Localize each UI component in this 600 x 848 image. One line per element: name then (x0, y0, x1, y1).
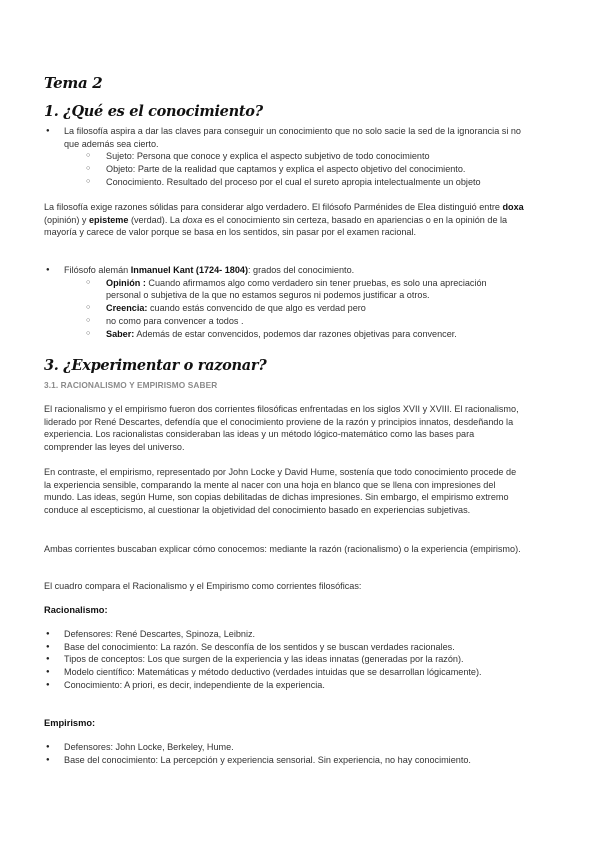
term-episteme: episteme (89, 214, 129, 225)
kant-list (44, 264, 524, 340)
sub-list-item (84, 277, 524, 302)
kant-name: Inmanuel Kant (1724- 1804) (130, 265, 248, 275)
sub-list-item (84, 302, 524, 315)
paragraph: Ambas corrientes buscaban explicar cómo conocemos: mediante la razón (racionalismo) o la experiencia (empirismo). (44, 544, 521, 554)
text: : grados del conocimiento. (248, 265, 355, 275)
term-doxa: doxa (502, 202, 524, 212)
section-1-heading: 1. ¿Qué es el conocimiento? (44, 103, 263, 120)
section-3-subheading: 3.1. RACIONALISMO Y EMPIRISMO SABER (44, 380, 218, 390)
empirismo-list (44, 741, 524, 766)
term-doxa-italic: doxa (182, 214, 203, 225)
sub-list-item: ○ Sujeto: Persona que conoce y explica el aspecto subjetivo de todo conocimiento (84, 150, 524, 163)
sub-list-item: ○ Conocimiento. Resultado del proceso por el cual el sureto apropia intelectualmente un objeto (84, 176, 524, 189)
term: Creencia: (106, 303, 148, 314)
section-1-list (44, 125, 524, 189)
paragraph: El cuadro compara el Racionalismo y el Empirismo como corrientes filosóficas: (44, 581, 362, 591)
document-title: Tema 2 (44, 74, 103, 92)
doxa-episteme-paragraph (44, 201, 524, 239)
text: no como para convencer a todos . (106, 315, 244, 326)
bullet-text: La filosofía aspira a dar las claves para conseguir un conocimiento que no solo sacie la sed de la ignorancia si no que además sea cierto. (64, 126, 521, 149)
text: (verdad). La (128, 214, 183, 225)
list-item: ● Conocimiento: A priori, es decir, independiente de la experiencia. (44, 679, 524, 692)
list-item: ● Defensores: John Locke, Berkeley, Hume. (44, 741, 524, 754)
empirismo-label: Empirismo: (44, 718, 96, 728)
racionalismo-label: Racionalismo: (44, 605, 108, 615)
section-3-heading: 3. ¿Experimentar o razonar? (44, 357, 267, 374)
text: (opinión) y (44, 214, 89, 225)
list-item: ● Modelo científico: Matemáticas y método deductivo (verdades intuidas que se desarrollan lógicamente). (44, 666, 524, 679)
term: Saber: (106, 328, 135, 339)
list-item (44, 264, 524, 340)
list-item: ● Base del conocimiento: La percepción y experiencia sensorial. Sin experiencia, no hay conocimiento. (44, 754, 524, 767)
term: Opinión : (106, 277, 146, 288)
text: cuando estás convencido de que algo es verdad pero (147, 303, 366, 314)
paragraph: El racionalismo y el empirismo fueron dos corrientes filosóficas enfrentadas en los siglos XVII y XVIII. El racionalismo, liderado por René Descartes, defendía que el conocimiento proviene de la razón y principios innatos, desdeñando la experiencia. Los racionalistas consideraban las ideas y un método lógico-matemático como las bases para comprender las leyes del universo. (44, 404, 519, 453)
text: La filosofía exige razones sólidas para considerar algo verdadero. El filósofo Parménides de Elea distinguió entre (44, 202, 503, 212)
sub-list-item: ○ Objeto: Parte de la realidad que captamos y explica el aspecto objetivo del conocimiento. (84, 163, 524, 176)
sub-list-item (84, 328, 524, 341)
text: es el conocimiento sin certeza, basado en apariencias o en la opinión de la mayoría y carece de valor porque se basa en los sentidos, sin pasar por el examen racional. (44, 214, 508, 238)
list-item (44, 125, 524, 189)
racionalismo-list (44, 628, 524, 692)
paragraph: En contraste, el empirismo, representado por John Locke y David Hume, sostenía que todo conocimiento procede de la experiencia sensible, comparando la mente al nacer con una hoja en blanco que se llena con impresiones del mundo. Las ideas, según Hume, son copias debilitadas de dichas impresiones. Sin embargo, el empirismo extremo conduce al escepticismo, al cuestionar la objetividad del conocimiento basado en experiencias subjetivas. (44, 467, 517, 516)
list-item: ● Tipos de conceptos: Los que surgen de la experiencia y las ideas innatas (generadas por la razón). (44, 653, 524, 666)
list-item: ● Base del conocimiento: La razón. Se desconfía de los sentidos y se buscan verdades racionales. (44, 641, 524, 654)
sub-list (64, 150, 524, 188)
list-item: ● Defensores: René Descartes, Spinoza, Leibniz. (44, 628, 524, 641)
text: Cuando afirmamos algo como verdadero sin tener pruebas, es solo una apreciación personal o subjetiva de la que no estamos seguros ni podemos justificar a otros. (106, 277, 487, 301)
sub-list (64, 277, 524, 341)
sub-list-item (84, 315, 524, 328)
text: Además de estar convencidos, podemos dar razones objetivas para convencer. (134, 328, 457, 339)
text: Filósofo alemán (64, 265, 131, 275)
